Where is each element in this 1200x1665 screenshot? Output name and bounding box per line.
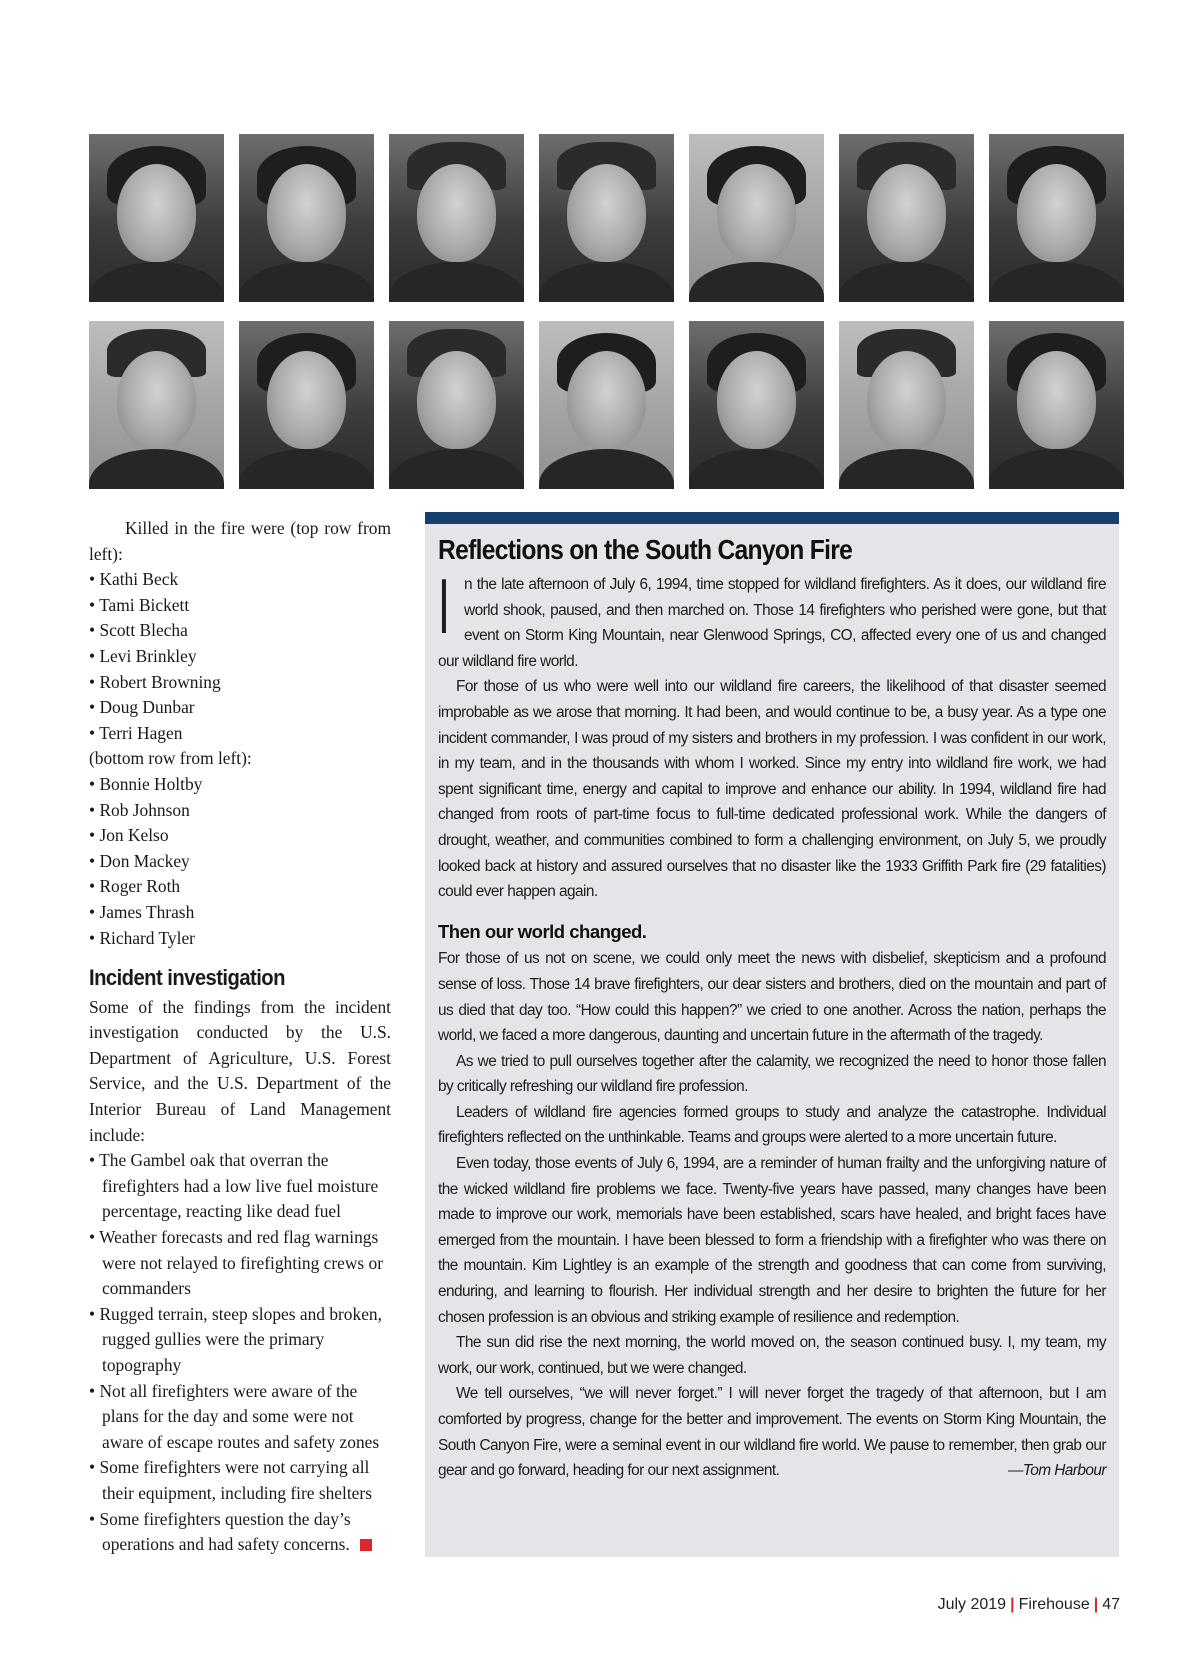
name-item: • Tami Bickett xyxy=(89,593,391,619)
portrait-photo xyxy=(539,321,674,489)
name-item: • Robert Browning xyxy=(89,670,391,696)
separator-bar-icon: | xyxy=(1093,1596,1099,1613)
footer-date: July 2019 xyxy=(937,1596,1007,1613)
sidebar-body xyxy=(438,562,1106,1484)
footer-magazine: Firehouse xyxy=(1018,1596,1090,1613)
page-footer xyxy=(938,1596,1120,1614)
paragraph: Leaders of wildland fire agencies formed groups to study and analyze the catastrophe. Individual firefighters reflected on the unthinkable. Teams and groups were alerted to a more uncertain future. xyxy=(438,1103,1106,1147)
portrait-photo xyxy=(689,134,824,302)
portrait-photo xyxy=(539,134,674,302)
name-item: • Roger Roth xyxy=(89,874,391,900)
paragraph-text: We tell ourselves, “we will never forget.” I will never forget the tragedy of that afternoon, but I am comforted by progress, change for the better and improvement. The events on Storm King Mountain, the South Canyon Fire, were a seminal event in our wildland fire world. We pause to remember, then grab our gear and go forward, heading for our next assignment. xyxy=(438,1385,1106,1480)
subheading: Then our world changed. xyxy=(438,920,647,942)
name-item: • Doug Dunbar xyxy=(89,695,391,721)
end-mark-icon xyxy=(360,1539,372,1551)
name-item: • Kathi Beck xyxy=(89,567,391,593)
portrait-photo xyxy=(989,134,1124,302)
portrait-photo xyxy=(839,134,974,302)
page-number: 47 xyxy=(1102,1596,1120,1613)
portrait-photo xyxy=(239,134,374,302)
findings-intro: Some of the findings from the incident investigation conducted by the U.S. Department of Agriculture, U.S. Forest Service, and the U.S. Department of the Interior Bureau of Land Management include: xyxy=(89,996,391,1145)
name-item: • Terri Hagen xyxy=(89,721,391,747)
portrait-photo xyxy=(989,321,1124,489)
paragraph xyxy=(438,562,1106,674)
finding-item: • Some firefighters were not carrying all their equipment, including fire shelters xyxy=(89,1455,391,1506)
findings-list xyxy=(89,1148,391,1558)
bottom-row-names xyxy=(89,772,391,951)
paragraph: As we tried to pull ourselves together after the calamity, we recognized the need to honor those fallen by critically refreshing our wildland fire profession. xyxy=(438,1052,1106,1096)
portrait-photo xyxy=(239,321,374,489)
finding-item: • The Gambel oak that overran the firefighters had a low live fuel moisture percentage, reacting like dead fuel xyxy=(89,1148,391,1225)
separator-bar-icon: | xyxy=(1010,1596,1015,1613)
portrait-photo xyxy=(689,321,824,489)
name-item: • Bonnie Holtby xyxy=(89,772,391,798)
name-item: • Jon Kelso xyxy=(89,823,391,849)
paragraph-text: n the late afternoon of July 6, 1994, time stopped for wildland firefighters. As it does, our wildland fire world shook, paused, and then marched on. Those 14 firefighters who perished were gone, but that event on Storm King Mountain, near Glenwood Springs, CO, affected every one of us and changed our wildland fire world. xyxy=(438,576,1106,670)
finding-item-last xyxy=(89,1507,391,1558)
photo-row-bottom xyxy=(89,321,1124,489)
portrait-photo xyxy=(839,321,974,489)
finding-item: • Weather forecasts and red flag warnings were not relayed to firefighting crews or commanders xyxy=(89,1225,391,1302)
left-column xyxy=(89,516,391,1558)
portrait-photo xyxy=(89,134,224,302)
portrait-photo xyxy=(389,134,524,302)
caption-intro: Killed in the fire were (top row from left): xyxy=(89,518,391,564)
paragraph: For those of us who were well into our wildland fire careers, the likelihood of that disaster seemed improbable as we arose that morning. It had been, and would continue to be, a busy year. As a type one incident commander, I was proud of my sisters and brothers in my profession. I was confident in our work, in my team, and in the thousands with whom I worked. Since my entry into wildland fire work, we had spent significant time, energy and capital to improve and enhance our ability. In 1994, wildland fire had changed from roots of part-time focus to full-time dedicated professional work. While the dangers of drought, weather, and communities combined to form a challenging environment, on July 5, we proudly looked back at history and assured ourselves that no disaster like the 1933 Griffith Park fire (29 fatalities) could ever happen again. xyxy=(438,678,1106,901)
top-row-names xyxy=(89,567,391,746)
finding-item: • Rugged terrain, steep slopes and broken, rugged gullies were the primary topography xyxy=(89,1302,391,1379)
portrait-photo xyxy=(89,321,224,489)
name-item: • Don Mackey xyxy=(89,849,391,875)
photo-row-top xyxy=(89,134,1124,302)
finding-text: Some firefighters question the day’s operations and had safety concerns. xyxy=(99,1508,351,1555)
byline: —Tom Harbour xyxy=(1007,1462,1106,1480)
paragraph: The sun did rise the next morning, the world moved on, the season continued busy. I, my team, my work, our work, continued, but we were changed. xyxy=(438,1334,1106,1377)
name-item: • Levi Brinkley xyxy=(89,644,391,670)
name-item: • Richard Tyler xyxy=(89,926,391,952)
name-item: • James Thrash xyxy=(89,900,391,926)
drop-cap: I xyxy=(438,562,450,650)
paragraph-last xyxy=(438,1381,1106,1483)
name-item: • Rob Johnson xyxy=(89,798,391,824)
section-heading: Incident investigation xyxy=(89,965,285,991)
paragraph: Even today, those events of July 6, 1994, are a reminder of human frailty and the unforgiving nature of the wicked wildland fire problems we face. Twenty-five years have passed, many changes have been made to improve our work, memorials have been established, scars have healed, and bright faces have emerged from the mountain. I have been blessed to form a friendship with a firefighter who was there on the mountain. Kim Lightley is an example of the strength and goodness that can come from surviving, enduring, and learning to flourish. Her individual strength and her desire to brighten the future for her chosen profession is an obvious and striking example of resilience and redemption. xyxy=(438,1155,1106,1326)
finding-item: • Not all firefighters were aware of the plans for the day and some were not aware of escape routes and safety zones xyxy=(89,1379,391,1456)
bottom-row-label: (bottom row from left): xyxy=(89,748,252,769)
name-item: • Scott Blecha xyxy=(89,618,391,644)
sidebar-title: Reflections on the South Canyon Fire xyxy=(438,534,853,565)
reflections-sidebar xyxy=(425,512,1119,1557)
paragraph: For those of us not on scene, we could only meet the news with disbelief, skepticism and a profound sense of loss. Those 14 brave firefighters, our dear sisters and brothers, died on the mountain and part of us died that day too. “How could this happen?” we cried to one another. Across the nation, perhaps the world, we faced a more dangerous, daunting and uncertain future in the aftermath of the tragedy. xyxy=(438,950,1106,1045)
portrait-photo xyxy=(389,321,524,489)
